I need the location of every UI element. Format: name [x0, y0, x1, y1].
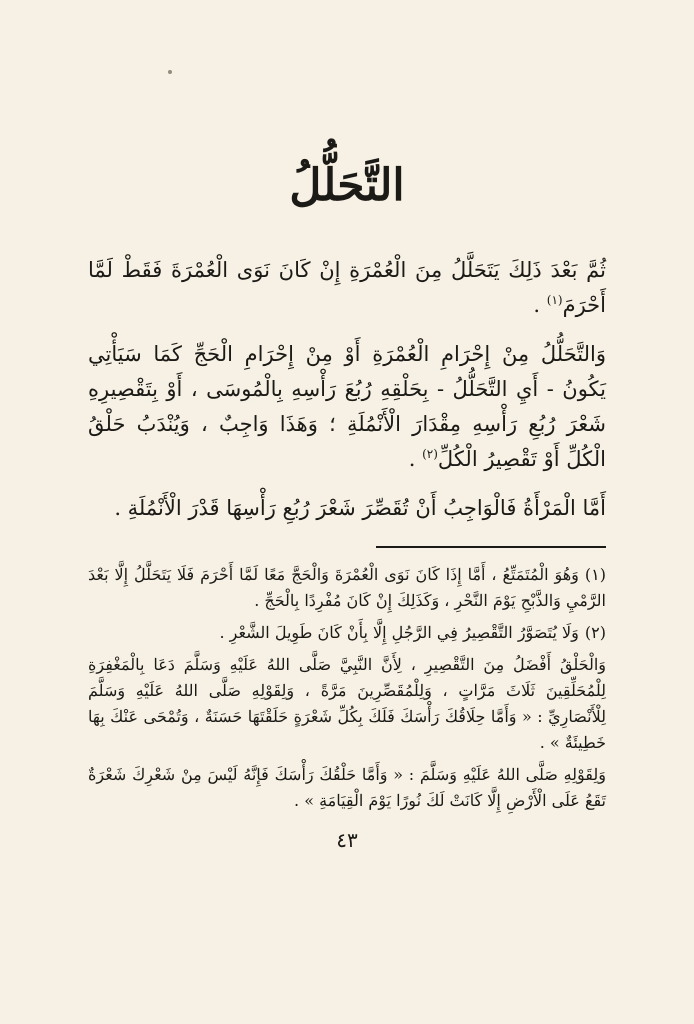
footnote-text: وَالْحَلْقُ أَفْضَلُ مِنَ التَّقْصِيرِ ، لِأَنَّ النَّبِيَّ صَلَّى اللهُ عَلَيْهِ وَسَلَّمَ دَعَا بِالْمَغْفِرَةِ لِلْمُحَلِّقِينَ ثَلَاثَ مَرَّاتٍ ، وَلِلْمُقَصِّرِينَ مَرَّةً ، وَلِقَوْلِهِ صَلَّى اللهُ عَلَيْهِ وَسَلَّمَ لِلْأَنْصَارِيِّ : « وَأَمَّا حِلَاقُكَ رَأْسَكَ فَلَكَ بِكُلِّ شَعْرَةٍ حَلَقْتَهَا حَسَنَةٌ ، وَتُمْحَى عَنْكَ بِهَا خَطِيئَةٌ » .	[88, 654, 606, 752]
paragraph-text: وَالتَّحَلُّلُ مِنْ إِحْرَامِ الْعُمْرَةِ أَوْ مِنْ إِحْرَامِ الْحَجِّ كَمَا سَيَأْتِي يَكُونُ - أَيِ التَّحَلُّلُ - بِحَلْقِهِ رُبُعَ رَأْسِهِ بِالْمُوسَى ، أَوْ بِتَقْصِيرِهِ شَعْرَ رُبُعِ رَأْسِهِ مِقْدَارَ الْأَنْمُلَةِ ؛ وَهَذَا وَاجِبٌ ، وَيُنْدَبُ حَلْقُ الْكُلِّ أَوْ تَقْصِيرُ الْكُلِّ	[88, 341, 606, 471]
main-text	[88, 253, 606, 526]
footnote-text: وَلَا يُتَصَوَّرُ التَّقْصِيرُ فِي الرَّجُلِ إِلَّا بِأَنْ كَانَ طَوِيلَ الشَّعْرِ .	[219, 622, 579, 642]
footnote-1	[88, 562, 606, 614]
footnote-2-continued-2	[88, 762, 606, 814]
paragraph-1	[88, 253, 606, 323]
paragraph-2	[88, 337, 606, 477]
paragraph-text: أَمَّا الْمَرْأَةُ فَالْوَاجِبُ أَنْ تُقَصِّرَ شَعْرَ رُبُعِ رَأْسِهَا قَدْرَ الْأَنْمُلَةِ .	[114, 495, 606, 520]
page-number: ٤٣	[336, 827, 358, 852]
footnote-ref: (٢)	[422, 446, 438, 461]
chapter-title: التَّحَلُّلُ	[289, 160, 405, 211]
footnote-2-continued	[88, 652, 606, 756]
footnote-ref: (١)	[546, 292, 563, 307]
footnote-number: (٢)	[584, 622, 606, 642]
paragraph-text: ثُمَّ بَعْدَ ذَلِكَ يَتَحَلَّلُ مِنَ الْعُمْرَةِ إِنْ كَانَ نَوَى الْعُمْرَةَ فَقَطْ لَمَّا أَحْرَمَ	[88, 257, 606, 317]
paragraph-3	[88, 491, 606, 526]
paragraph-tail: .	[408, 446, 423, 471]
paper-speck	[168, 70, 172, 74]
footnote-number: (١)	[584, 564, 607, 584]
footnote-divider	[376, 546, 606, 548]
footnote-2	[88, 620, 606, 646]
footnote-text: وَلِقَوْلِهِ صَلَّى اللهُ عَلَيْهِ وَسَلَّمَ : « وَأَمَّا حَلْقُكَ رَأْسَكَ فَإِنَّهُ لَيْسَ مِنْ شَعْرِكَ شَعْرَةٌ تَقَعُ عَلَى الْأَرْضِ إِلَّا كَانَتْ لَكَ نُورًا يَوْمَ الْقِيَامَةِ » .	[88, 764, 606, 810]
footnotes	[88, 562, 606, 814]
footnote-text: وَهُوَ الْمُتَمَتِّعُ ، أَمَّا إِذَا كَانَ نَوَى الْعُمْرَةَ وَالْحَجَّ مَعًا لَمَّا أَحْرَمَ فَلَا يَتَحَلَّلُ إِلَّا بَعْدَ الرَّمْيِ وَالذَّبْحِ يَوْمَ النَّحْرِ ، وَكَذَلِكَ إِنْ كَانَ مُفْرِدًا بِالْحَجِّ .	[88, 564, 606, 610]
paragraph-tail: .	[533, 292, 547, 317]
